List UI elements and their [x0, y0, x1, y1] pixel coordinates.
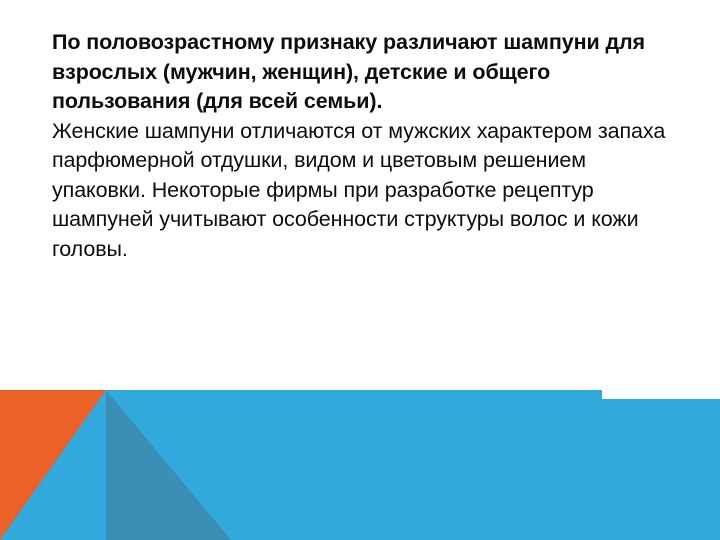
normal-paragraph: Женские шампуни отличаются от мужских характером запаха парфюмерной отдушки, видом и цветовым решением упаковки. Некоторые фирмы при разработке рецептур шампуней учитывают особенности структуры волос и кожи головы.	[52, 118, 666, 261]
slide-body	[52, 28, 682, 264]
decorative-banner	[0, 390, 720, 540]
banner-left-triangle	[0, 390, 106, 540]
emphasis-paragraph: По половозрастному признаку различают шампуни для взрослых (мужчин, женщин), детские и общего пользования (для всей семьи).	[52, 30, 645, 113]
banner-middle-triangle	[106, 390, 231, 540]
banner-white-notch	[602, 390, 720, 399]
